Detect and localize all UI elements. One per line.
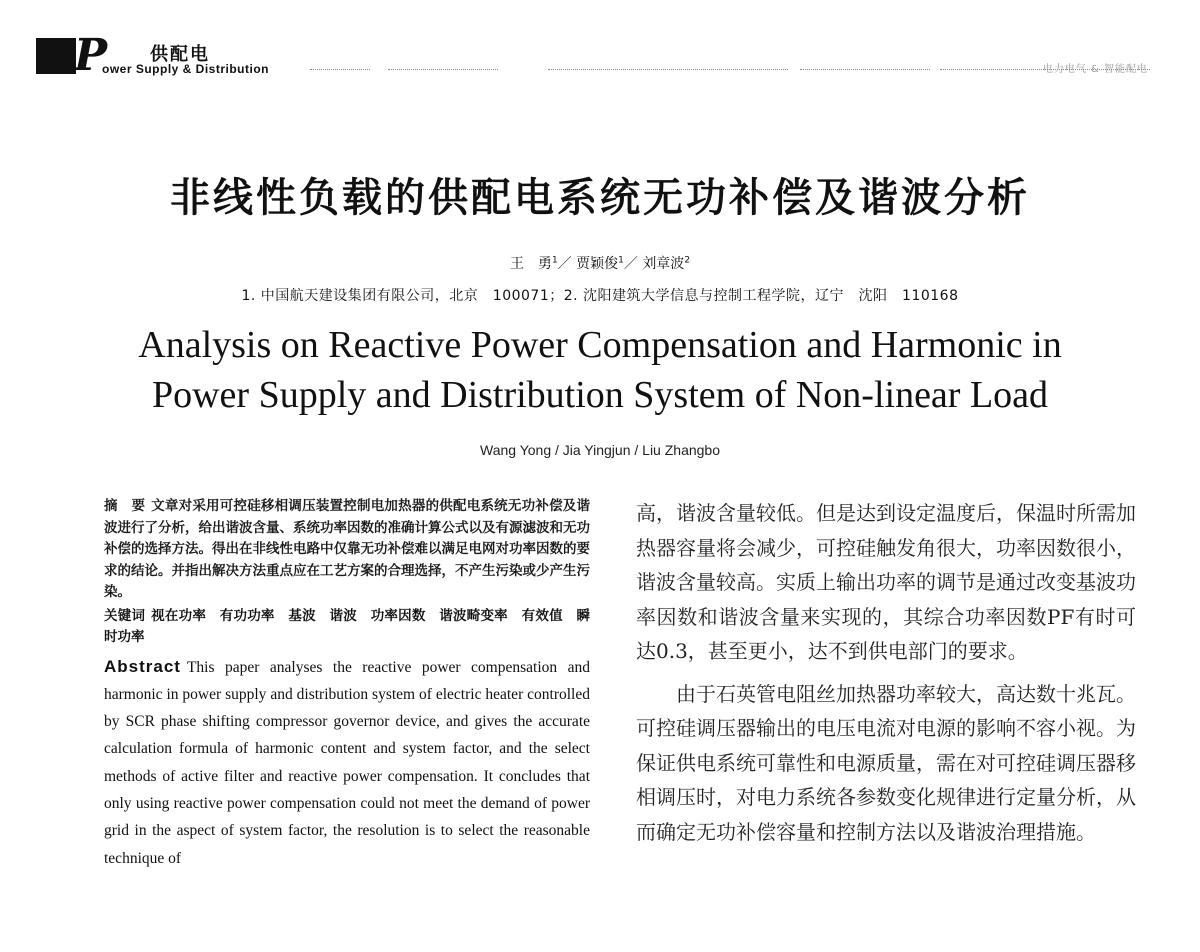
body-paragraph: 高，谐波含量较低。但是达到设定温度后，保温时所需加热器容量将会减少，可控硅触发角很大，功率因数很小，谐波含量较高。实质上输出功率的调节是通过改变基波功率因数和谐波含量来实现的，其综合功率因数PF有时可达0.3，甚至更小，达不到供电部门的要求。 — [636, 501, 1136, 663]
author-name: 贾颖俊 — [576, 256, 619, 272]
header-rule — [310, 69, 370, 70]
keywords-cn — [104, 606, 590, 649]
affiliations: 1. 中国航天建设集团有限公司，北京 100071；2. 沈阳建筑大学信息与控制工程学院，辽宁 沈阳 110168 — [241, 288, 959, 304]
keywords-text: 视在功率 有功功率 基波 谐波 功率因数 谐波畸变率 有效值 瞬时功率 — [104, 607, 590, 645]
logo-letter: P — [74, 30, 108, 81]
author-name: 刘章波 — [642, 256, 685, 272]
title-en — [0, 320, 1200, 420]
author-name: 王 勇 — [509, 256, 552, 272]
journal-name-en: ower Supply & Distribution — [102, 62, 270, 76]
header-right-text: 电力电气 & 智能配电 — [1042, 64, 1148, 75]
abstract-en — [104, 653, 590, 872]
body-paragraph: 由于石英管电阻丝加热器功率较大，高达数十兆瓦。可控硅调压器输出的电压电流对电源的影响不容小视。为保证供电系统可靠性和电源质量，需在对可控硅调压器移相调压时，对电力系统各参数变化规律进行定量分析，从而确定无功补偿容量和控制方法以及谐波治理措施。 — [636, 681, 1136, 844]
keywords-label: 关键词 — [104, 607, 146, 624]
abstract-cn-label: 摘 要 — [104, 498, 146, 514]
author-affil-mark: 1 — [618, 255, 624, 266]
author-affil-mark: 1 — [551, 255, 558, 266]
abstract-cn-text: 文章对采用可控硅移相调压装置控制电加热器的供配电系统无功补偿及谐波进行了分析，给出谐波含量、系统功率因数的准确计算公式以及有源滤波和无功补偿的选择方法。得出在非线性电路中仅靠无功补偿难以满足电网对功率因数的要求的结论。并指出解决方法重点应在工艺方案的合理选择，不产生污染或少产生污染。 — [104, 498, 590, 600]
title-en-line: Analysis on Reactive Power Compensation and Harmonic in — [138, 324, 1062, 366]
author-affil-mark: 2 — [684, 255, 691, 266]
abstract-en-label: Abstract — [104, 656, 181, 676]
left-column — [104, 496, 590, 952]
title-cn: 非线性负载的供配电系统无功补偿及谐波分析 — [170, 175, 1030, 221]
logo-block — [36, 38, 76, 74]
abstract-en-text: This paper analyses the reactive power compensation and harmonic in power supply and distribution system of electric heater controlled by SCR phase shifting compressor governor device, and gives the accurate calculation formula of harmonic content and system factor, and the select methods of active filter and reactive power compensation. It concludes that only using reactive power compensation could not meet the demand of power grid in the aspect of system factor, the resolution is to select the reasonable technique of — [104, 658, 590, 867]
header-rule — [800, 69, 930, 70]
header-rule — [548, 69, 788, 70]
authors-en: Wang Yong / Jia Yingjun / Liu Zhangbo — [480, 442, 720, 458]
journal-logo — [36, 30, 336, 81]
authors-cn: 王 勇$^1$／ 贾颖俊$^1$／ 刘章波$^2$ — [509, 255, 691, 272]
header-rule — [388, 69, 498, 70]
right-column — [636, 496, 1136, 952]
abstract-cn — [104, 496, 590, 604]
title-en-line: Power Supply and Distribution System of Non-linear Load — [151, 374, 1049, 416]
journal-name-cn: 供配电 — [150, 44, 210, 65]
